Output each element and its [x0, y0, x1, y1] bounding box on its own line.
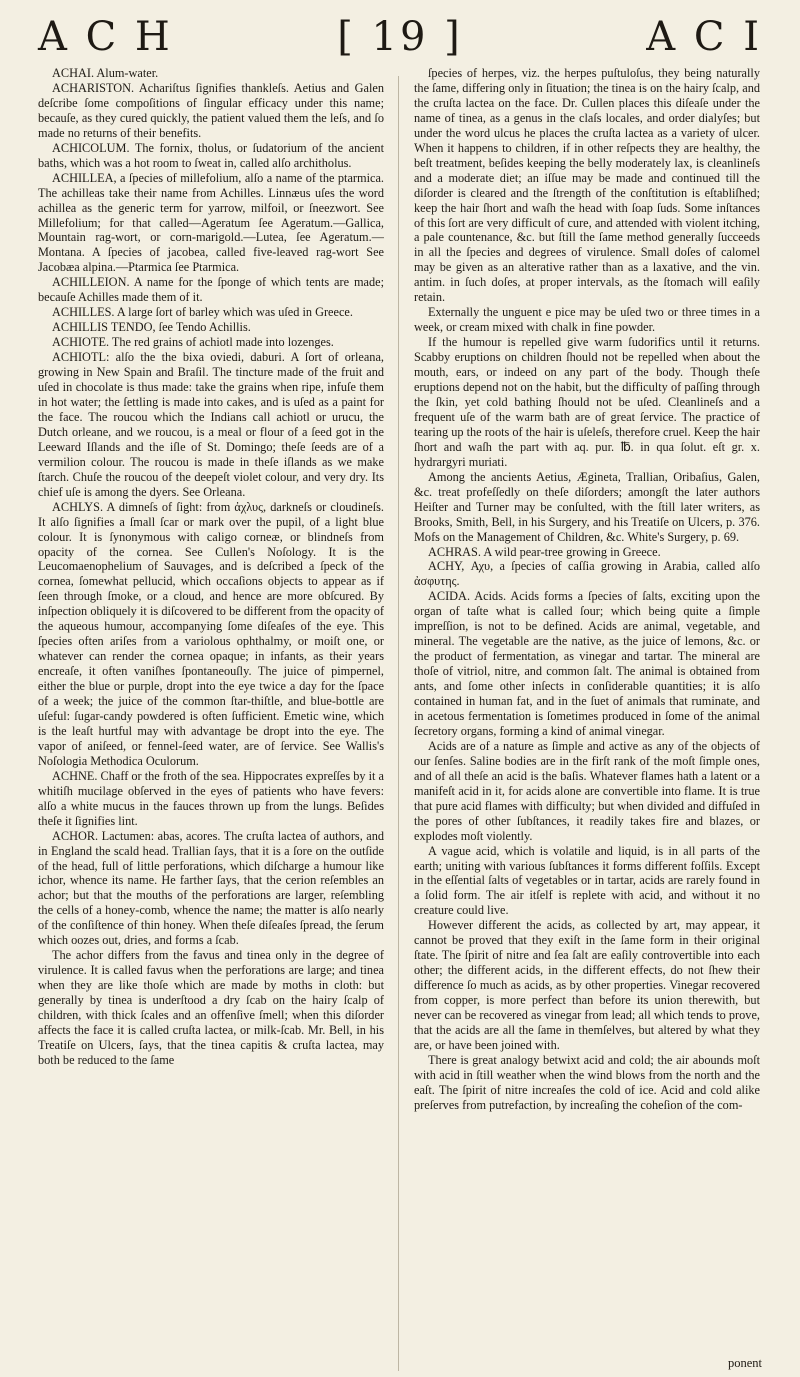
entry-achillea: ACHILLEA, a ſpecies of millefolium, alſo a name of the ptarmica. The achilleas take their name from Achilles. Linnæus uſes the word achillea as the generic term for yarrow, milfoil, or ſneezwort. See Millefolium; for that called—Ageratum ſee Ageratum.—Gallica, Mountain rag-wort, or corn-marigold.—Lutea, ſee Ageratum.—Montana. A ſpecies of jacobea, called five-leaved rag-wort See Jacobæa alpina.—Ptarmica ſee Ptarmica. — [38, 170, 384, 275]
entry-achlys: ACHLYS. A dimneſs of ſight: from ἀχλυς, darkneſs or cloudineſs. It alſo ſignifies a ſmall ſcar or mark over the pupil, of a light blue colour. It is ſynonymous with caligo corneæ, or blindneſs from opacity of the cornea. See Cullen's Noſology. It is the Leucomaenophelium of Sauvages, and is deſcribed a ſpeck of the cornea, ſomewhat pellucid, which occaſions objects to appear as if ſeen through ſmoke, or a cloud, and hence are more obſcured. By inſpection obliquely it is diſcovered to be different from the opacity of the aqueous humour, accompanying ſome diſeaſes of the eye. This ſpecies often ariſes from a variolous ophthalmy, or moiſt one, or whatever can render the cornea opaque; in infants, as their years encreaſe, it often vaniſhes ſpontaneouſly. The juice of pimpernel, either the blue or purple, dropt into the eye twice a day for the ſpace of a week; the juice of the common ſtar-thiſtle, and blue-bottle are uſeful: ſugar-candy powdered is often ſufficient. Emetic wine, which is the leaſt hurtful may with advantage be dropt into the eye. The vapor of aniſeed, or fennel-ſeed water, are of ſervice. See Wallis's Noſologia Methodica Oculorum. — [38, 499, 384, 768]
entry-achilleion: ACHILLEION. A name for the ſponge of which tents are made; becauſe Achilles made them of it. — [38, 275, 384, 305]
entry-achor-continuation: ſpecies of herpes, viz. the herpes puſtuloſus, they being naturally the ſame, differing only in ſituation; the tinea is on the hairy ſcalp, and the cruſta lactea on the face. Dr. Cullen places this diſeaſe under the name of tinea, as a genus in the claſs locales, and order dialyſes; but under the word ulcus he places the cruſta lactea as a variety of ulcer. When it happens to children, if in other reſpects they are healthy, the beſt treatment, beſides keeping the belly moderately lax, is cleanlineſs and a moderate diet; an iſſue may be made and continued till the diſorder is cleared and the ſtrength of the conſtitution is eſtabliſhed; keep the hair ſhort and waſh the head with ſoap ſuds. Some inſtances of this ſort are very difficult of cure, and attended with violent itching, a pale countenance, &c. but ſtill the ſame method generally ſucceeds in all the ſpecies and degrees of virulence. Small doſes of calomel may be given as an alterative rather than as a laxative, and the vin. antim. in ſuch doſes, at proper intervals, as the ſtomach will eaſily retain. — [414, 66, 760, 305]
right-column — [414, 66, 760, 1366]
paragraph-acid-and-cold: There is great analogy betwixt acid and cold; the air abounds moſt with acid in ſtill weather when the wind blows from the north and the eaſt. The ſpirit of nitre increaſes the cold of ice. Acid and cold alike preſerves from putrefaction, by increaſing the coheſion of the com- — [414, 1052, 760, 1112]
entry-achiotl: ACHIOTL: alſo the the bixa oviedi, daburi. A ſort of orleana, growing in New Spain and Braſil. The tincture made of the fruit and uſed in chocolate is thus made: take the grains when ripe, infuſe them in hot water; the ſettling is made into cakes, and is uſed as a paint for the face. The roucou which the Indians call achiotl or urucu, the Dutch orleane, and we roucou, is a meal or flour of a ſeed got in the Leeward Iſlands and the iſle of St. Domingo; theſe ſeeds are of a vermilion colour. The roucou is made in theſe iſlands as we make ſtarch. Chuſe the roucou of the deepeſt violet colour, and very dry. Its chief uſe is among the dyers. See Orleana. — [38, 350, 384, 499]
entry-achilles: ACHILLES. A large ſort of barley which was uſed in Greece. — [52, 305, 353, 320]
entry-achor-continued: The achor differs from the favus and tinea only in the degree of virulence. It is called favus when the perforations are large; and tinea when they are like thoſe which are made by moths in cloth: but generally by tinea is underſtood a dry ſcab on the hairy ſcalp of children, with thick ſcales and an offenſive ſmell; when this diſorder affects the face it is called cruſta lactea, or milk-ſcab. Mr. Bell, in his Treatiſe on Ulcers, ſays, that the tinea capitis & cruſta lactea, may both be reduced to the ſame — [38, 948, 384, 1067]
entry-achillis-tendo: ACHILLIS TENDO, ſee Tendo Achillis. — [52, 320, 251, 335]
paragraph-vague-acid: A vague acid, which is volatile and liquid, is in all parts of the earth; uniting with various ſubſtances it forms different foſſils. Except in the eſſential ſalts of vegetables or in tartar, acids are rarely found in a ſolid form. The air itſelf is replete with acid, and without it no creature could live. — [414, 843, 760, 918]
header-left-guideword: A C H — [38, 14, 173, 60]
entry-achariston: ACHARISTON. Achariſtus ſignifies thankleſs. Aetius and Galen deſcribe ſome compoſitions of ſingular efficacy under this name; becauſe, as they cured quickly, the patient valued them the leſs, and ſo made no returns of their benefits. — [38, 80, 384, 140]
page-number: [ 19 ] — [337, 14, 463, 60]
header-right-guideword: A C I — [646, 14, 762, 60]
paragraph-acids-different: However different the acids, as collected by art, may appear, it cannot be proved that they exiſt in the ſame form in their original ſtate. The ſpirit of nitre and ſea ſalt are eaſily controvertible into each other; the different acids, in the different effects, do not ſhew their difference ſo much as acids, as by other properties. Vinegar recovered from copper, is more perfect than before its union therewith, but never can be recovered as vinegar from lead; all which tends to prove, that the acids are all the ſame in themſelves, but altered by what they are, or have been joined with. — [414, 918, 760, 1052]
paragraph-repelled-humour: If the humour is repelled give warm ſudorifics until it returns. Scabby eruptions on children ſhould not be repelled when about the mouth, ears, or indeed on any part of the body. Though theſe eruptions depend not on the habit, but the difficulty of paſſing through the ſkin, yet cold bathing ſhould not be uſed. Cleanlineſs and a frequent uſe of the warm bath are of great ſervice. The practice of tearing up the roots of the hair is uſeleſs, therefore cruel. Keep the hair ſhort and waſh the part with aq. pur. ℔. in qua ſolut. eſt gr. x. hydrargyri muriati. — [414, 335, 760, 469]
catchword: ponent — [727, 1356, 762, 1370]
left-column — [38, 66, 384, 1366]
column-divider — [398, 76, 399, 1371]
entry-achiote: ACHIOTE. The red grains of achiotl made into lozenges. — [52, 335, 334, 350]
entry-achy: ACHY, Αχυ, a ſpecies of caſſia growing in Arabia, called alſo ἀσφυτης. — [414, 559, 760, 589]
running-header — [38, 14, 762, 70]
entry-achai: ACHAI. Alum-water. — [52, 66, 159, 80]
paragraph-external-treatment: Externally the unguent e pice may be uſed two or three times in a week, or cream mixed with chalk in fine powder. — [414, 305, 760, 335]
entry-achicolum: ACHICOLUM. The fornix, tholus, or ſudatorium of the ancient baths, which was a hot room to ſweat in, called alſo architholus. — [38, 140, 384, 170]
entry-acida: ACIDA. Acids. Acids forms a ſpecies of ſalts, exciting upon the organ of taſte what is called ſour; which being quite a ſimple impreſſion, is not to be defined. Acids are animal, vegetable, and mineral. The vegetable are the native, as the juice of lemons, &c. or the product of fermentation, as vinegar and tartar. The mineral are thoſe of vitriol, nitre, and common ſalt. The animal is obtained from ants, and ſome other inſects in conſiderable quantities; it is alſo contained in human fat, and in the ſuet of animals that ruminate, and in acetous fermentation is ſometimes produced in ſome of the animal ſecretory organs, forming a kind of animal vinegar. — [414, 589, 760, 738]
entry-achne: ACHNE. Chaff or the froth of the sea. Hippocrates expreſſes by it a whitiſh mucilage obſerved in the eyes of patients who have fevers: alſo a white mucus in the fauces thrown up from the lungs. Beſides theſe it ſignifies lint. — [38, 768, 384, 828]
paragraph-authorities: Among the ancients Aetius, Ægineta, Trallian, Oribaſius, Galen, &c. treat profeſſedly on theſe diſorders; amongſt the later authors Heiſter and Turner may be conſulted, with the ſtill later writers, as Brooks, Smith, Bell, in his Surgery, and his Treatiſe on Ulcers, p. 376. Mofs on the Management of Children, &c. White's Surgery, p. 69. — [414, 469, 760, 544]
entry-achor: ACHOR. Lactumen: abas, acores. The cruſta lactea of authors, and in England the scald head. Trallian ſays, that it is a ſore on the outſide of the head, full of little perforations, which diſcharge a humour like ichor, whence its name. He farther ſays, that the cerion reſembles an achor; but that the mouths of the perforations are larger, reſembling the cells of a honey-comb, whence the name; the matter is alſo nearly of the conſiſtence of thin honey. When theſe diſeaſes ſpread, the ſerum which oozes out, dries, and forms a ſcab. — [38, 828, 384, 948]
entry-achras: ACHRAS. A wild pear-tree growing in Greece. — [428, 544, 661, 559]
paragraph-acids-nature: Acids are of a nature as ſimple and active as any of the objects of our ſenſes. Saline bodies are in the firſt rank of the moſt ſimple ones, and of all theſe an acid is the baſis. Whatever flames hath a latent or a manifeſt acid in it, for acids alone are convertible into flame. It is true that pure acid flames with difficulty; but when divided and diffuſed in the pores of other ſubſtances, it readily takes fire and blazes, or explodes moſt violently. — [414, 738, 760, 843]
